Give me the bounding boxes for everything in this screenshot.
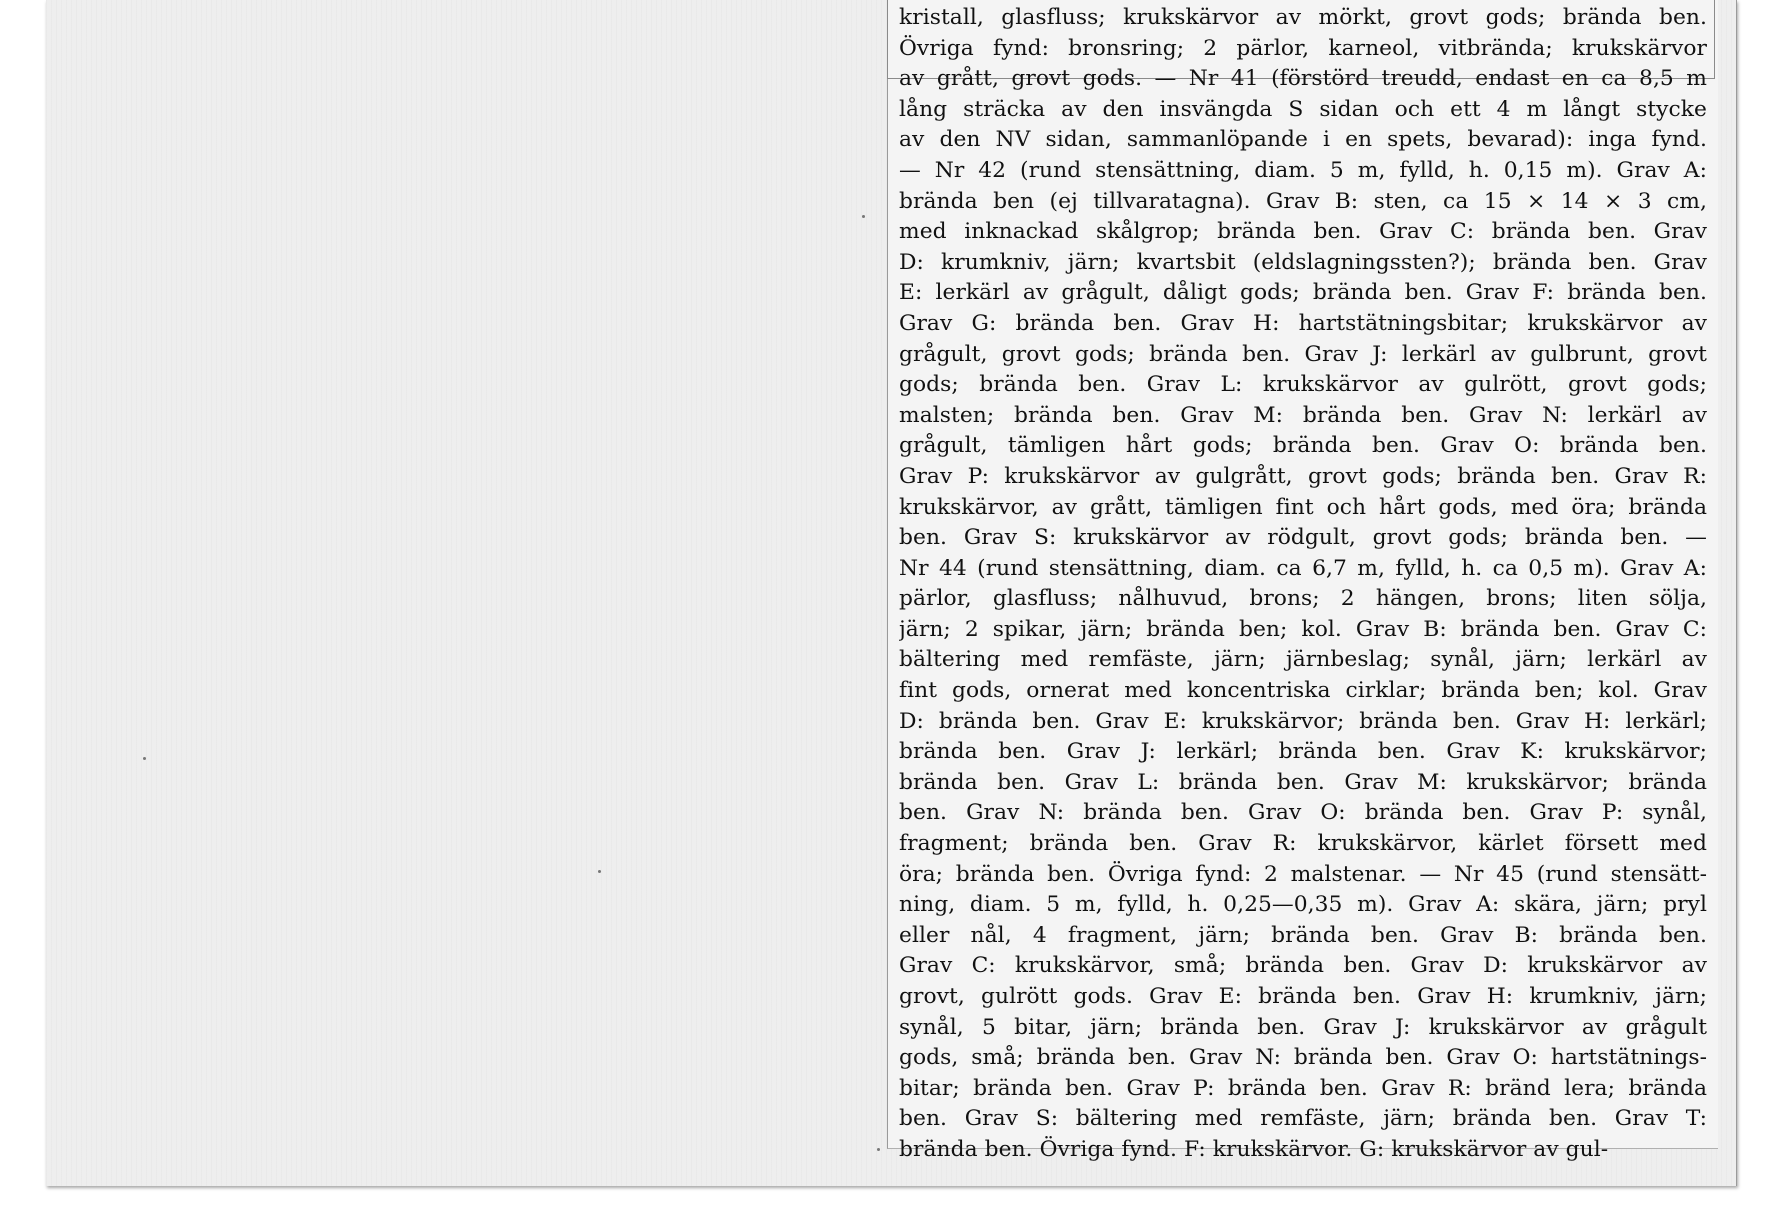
text-line: Övriga fynd: bronsring; 2 pärlor, karneol, vitbrända; krukskärvor	[899, 35, 1707, 61]
text-line: av den NV sidan, sammanlöpande i en spets, bevarad): inga fynd.	[899, 127, 1707, 153]
dust-speck	[143, 757, 146, 760]
text-line: D: krumkniv, järn; kvartsbit (eldslagningssten?); brända ben. Grav	[899, 249, 1707, 275]
text-line: pärlor, glasfluss; nålhuvud, brons; 2 hängen, brons; liten sölja,	[899, 586, 1707, 612]
text-line: synål, 5 bitar, järn; brända ben. Grav J: krukskärvor av grågult	[899, 1014, 1707, 1040]
text-line: fint gods, ornerat med koncentriska cirklar; brända ben; kol. Grav	[899, 678, 1707, 704]
text-line: Grav C: krukskärvor, små; brända ben. Grav D: krukskärvor av	[899, 953, 1707, 979]
text-line: bältering med remfäste, järn; järnbeslag; synål, järn; lerkärl av	[899, 647, 1707, 673]
text-line: Grav P: krukskärvor av gulgrått, grovt gods; brända ben. Grav R:	[899, 463, 1707, 489]
text-line: grågult, tämligen hårt gods; brända ben. Grav O: brända ben.	[899, 433, 1707, 459]
text-line: ben. Grav S: bältering med remfäste, järn; brända ben. Grav T:	[899, 1106, 1707, 1132]
text-line: av grått, grovt gods. — Nr 41 (förstörd treudd, endast en ca 8,5 m	[899, 66, 1707, 92]
text-line: bitar; brända ben. Grav P: brända ben. Grav R: bränd lera; brända	[899, 1075, 1707, 1101]
blank-card-area	[46, 0, 886, 1186]
text-line: krukskärvor, av grått, tämligen fint och hårt gods, med öra; brända	[899, 494, 1707, 520]
text-line: malsten; brända ben. Grav M: brända ben. Grav N: lerkärl av	[899, 402, 1707, 428]
dust-speck	[598, 870, 601, 873]
text-line: öra; brända ben. Övriga fynd: 2 malstenar. — Nr 45 (rund stensätt-	[899, 861, 1707, 887]
dust-speck	[862, 215, 865, 218]
text-line: E: lerkärl av grågult, dåligt gods; brända ben. Grav F: brända ben.	[899, 280, 1707, 306]
text-line: Nr 44 (rund stensättning, diam. ca 6,7 m, fylld, h. ca 0,5 m). Grav A:	[899, 555, 1707, 581]
text-line: gods; brända ben. Grav L: krukskärvor av gulrött, grovt gods;	[899, 372, 1707, 398]
dust-speck	[877, 1148, 880, 1151]
text-line: brända ben. Grav J: lerkärl; brända ben. Grav K: krukskärvor;	[899, 739, 1707, 765]
text-line: järn; 2 spikar, järn; brända ben; kol. Grav B: brända ben. Grav C:	[899, 616, 1707, 642]
text-line: ning, diam. 5 m, fylld, h. 0,25—0,35 m). Grav A: skära, järn; pryl	[899, 892, 1707, 918]
text-line: med inknackad skålgrop; brända ben. Grav C: brända ben. Grav	[899, 219, 1707, 245]
text-line: grågult, grovt gods; brända ben. Grav J: lerkärl av gulbrunt, grovt	[899, 341, 1707, 367]
clipping-text	[899, 3, 1707, 1166]
text-line: ben. Grav N: brända ben. Grav O: brända ben. Grav P: synål,	[899, 800, 1707, 826]
text-line: ben. Grav S: krukskärvor av rödgult, grovt gods; brända ben. —	[899, 525, 1707, 551]
text-line: kristall, glasfluss; krukskärvor av mörkt, grovt gods; brända ben.	[899, 5, 1707, 30]
text-line: D: brända ben. Grav E: krukskärvor; brända ben. Grav H: lerkärl;	[899, 708, 1707, 734]
text-line: fragment; brända ben. Grav R: krukskärvor, kärlet försett med	[899, 831, 1707, 857]
text-line: grovt, gulrött gods. Grav E: brända ben. Grav H: krumkniv, järn;	[899, 984, 1707, 1009]
text-line: brända ben. Övriga fynd. F: krukskärvor. G: krukskärvor av gul-	[899, 1136, 1609, 1162]
text-line: eller nål, 4 fragment, järn; brända ben. Grav B: brända ben.	[899, 922, 1707, 948]
text-line: brända ben (ej tillvaratagna). Grav B: sten, ca 15 × 14 × 3 cm,	[899, 188, 1707, 214]
text-line: Grav G: brända ben. Grav H: hartstätningsbitar; krukskärvor av	[899, 310, 1707, 336]
text-line: brända ben. Grav L: brända ben. Grav M: krukskärvor; brända	[899, 769, 1707, 795]
text-line: lång sträcka av den insvängda S sidan och ett 4 m långt stycke	[899, 96, 1707, 122]
text-line: — Nr 42 (rund stensättning, diam. 5 m, fylld, h. 0,15 m). Grav A:	[899, 157, 1707, 183]
text-line: gods, små; brända ben. Grav N: brända ben. Grav O: hartstätnings-	[899, 1045, 1707, 1071]
